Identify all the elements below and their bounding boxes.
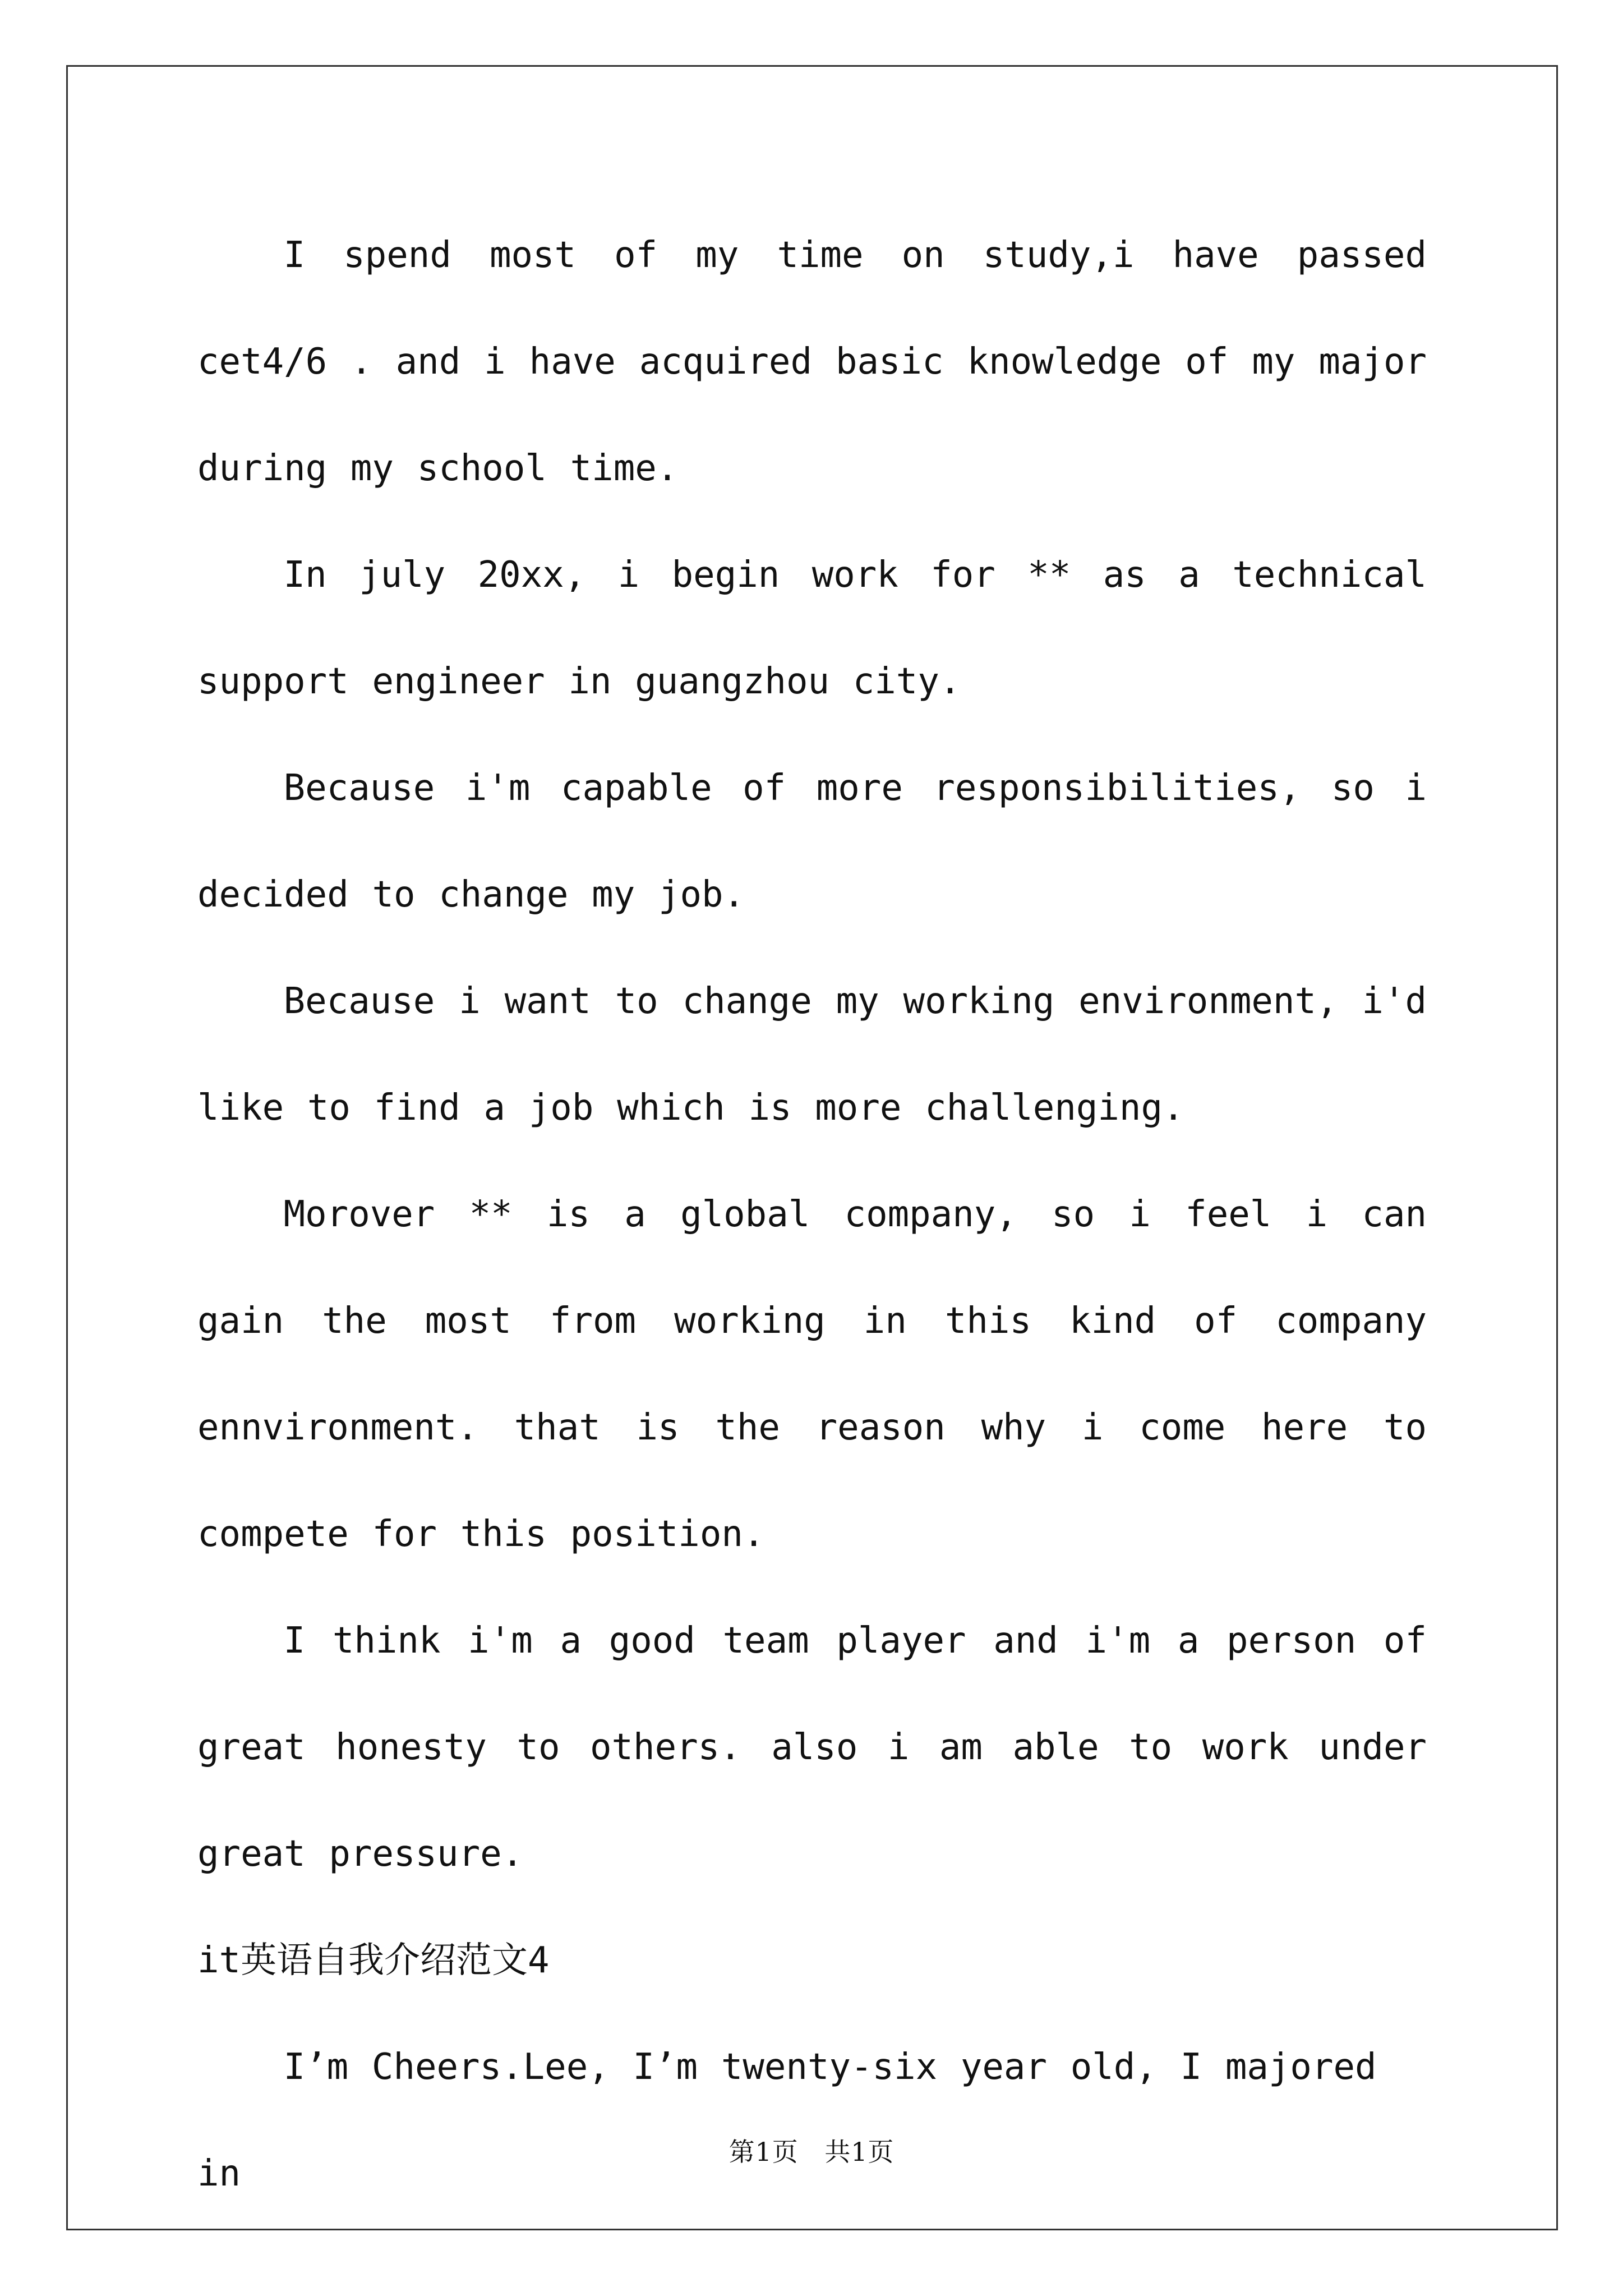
paragraph-5: Morover ** is a global company, so i feel i can gain the most from working in this kind of company ennvironment. that is the reason why i come here to compete for this position. [197,1194,1427,1555]
paragraph-4: Because i want to change my working environment, i'd like to find a job which is more challenging. [197,981,1427,1129]
page-footer [0,2132,1623,2169]
paragraph-3: Because i'm capable of more responsibilities, so i decided to change my job. [197,767,1427,915]
page-number-total: 共1页 [824,2137,895,2167]
section-heading: it英语自我介绍范文4 [197,1940,550,1981]
page-number-current: 第1页 [728,2137,799,2167]
paragraph-6: I think i'm a good team player and i'm a person of great honesty to others. also i am able to work under great pressure. [197,1620,1427,1875]
paragraph-1: I spend most of my time on study,i have passed cet4/6 . and i have acquired basic knowledge of my major during my school time. [197,234,1427,489]
paragraph-7: I’m Cheers.Lee, I’m twenty-six year old, I majored in [197,2046,1377,2194]
document-body [197,202,1427,2227]
paragraph-2: In july 20xx, i begin work for ** as a technical support engineer in guangzhou city. [197,554,1427,702]
